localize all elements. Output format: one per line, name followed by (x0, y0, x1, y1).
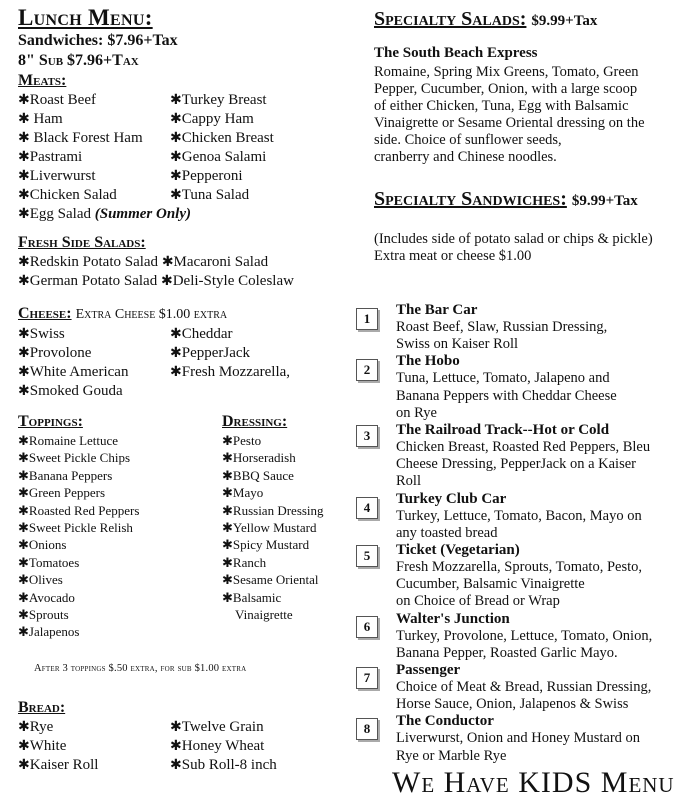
star-icon: ✱ (18, 112, 30, 127)
star-icon: ✱ (18, 572, 29, 588)
list-item: ✱Pepperoni (170, 168, 243, 184)
star-icon: ✱ (222, 450, 233, 466)
side-salads-list (18, 253, 348, 291)
list-item: ✱Tuna Salad (170, 187, 250, 203)
list-item: ✱Twelve Grain (170, 718, 264, 735)
star-icon: ✱ (222, 589, 233, 605)
list-item: ✱Roasted Red Peppers (18, 502, 140, 518)
star-icon: ✱ (18, 520, 29, 536)
star-icon: ✱ (222, 467, 233, 483)
toppings-section (18, 412, 222, 641)
bread-list (18, 718, 348, 775)
number-badge: 8 (356, 718, 378, 740)
star-icon: ✱ (18, 467, 29, 483)
cheese-left (18, 325, 170, 401)
star-icon: ✱ (18, 93, 30, 108)
list-item: ✱Chicken Salad (18, 187, 117, 203)
star-icon: ✱ (18, 624, 29, 640)
star-icon: ✱ (18, 207, 30, 222)
star-icon: ✱ (18, 450, 29, 466)
list-item: ✱Provolone (18, 345, 92, 361)
star-icon: ✱ (18, 738, 30, 754)
star-icon: ✱ (222, 502, 233, 518)
salad-description: Romaine, Spring Mix Greens, Tomato, Green Pepper, Cucumber, Onion, with a large scoop of either Chicken, Tuna, Egg with Balsamic Vinaigrette or Sesame Oriental dressing on the side. Choice of sunflower seeds, cranberry and Chinese noodles. (374, 64, 645, 165)
star-icon: ✱ (222, 520, 233, 536)
extra-cheese-note: Extra Cheese $1.00 extra (75, 307, 228, 322)
list-item: ✱BBQ Sauce (222, 467, 294, 483)
side-salads-heading: Fresh Side Salads: (18, 234, 146, 251)
star-icon: ✱ (18, 365, 30, 380)
sandwich-list (363, 302, 700, 765)
star-icon: ✱ (170, 131, 182, 146)
list-item: ✱Pastrami (18, 149, 83, 165)
star-icon: ✱ (18, 719, 30, 735)
star-icon: ✱ (160, 274, 173, 289)
star-icon: ✱ (170, 188, 182, 203)
list-item: ✱Ranch (222, 554, 267, 570)
bread-heading: Bread: (18, 698, 66, 716)
number-badge: 6 (356, 616, 378, 638)
star-icon: ✱ (170, 327, 182, 342)
star-icon: ✱ (18, 255, 30, 270)
salad-price: $9.99+Tax (531, 13, 598, 29)
lunch-menu-title: Lunch Menu: (18, 5, 153, 30)
star-icon: ✱ (170, 93, 182, 108)
list-item: ✱Spicy Mustard (222, 537, 310, 553)
list-item: ✱Cappy Ham (170, 111, 254, 127)
star-icon: ✱ (170, 169, 182, 184)
star-icon: ✱ (18, 433, 29, 448)
meats-heading: Meats: (18, 72, 67, 89)
left-column (18, 0, 348, 775)
number-badge: 2 (356, 359, 378, 381)
salad-name: The South Beach Express (374, 45, 538, 61)
star-icon: ✱ (222, 433, 233, 448)
star-icon: ✱ (161, 255, 174, 270)
list-item: 8 The Conductor Liverwurst, Onion and Honey Mustard on Rye or Marble Rye (374, 713, 700, 764)
star-icon: ✱ (18, 554, 29, 570)
dressing-list (222, 432, 348, 623)
list-item: ✱Sprouts (18, 607, 69, 623)
list-item: ✱Green Peppers (18, 485, 106, 501)
list-item: ✱Roast Beef (18, 92, 96, 108)
sub-price: 8" Sub $7.96+Tax (18, 52, 139, 69)
list-item: ✱Yellow Mustard (222, 520, 317, 536)
list-item: ✱Onions (18, 537, 67, 553)
cheese-header (18, 304, 348, 325)
list-item: 7 Passenger Choice of Meat & Bread, Russian Dressing, Horse Sauce, Onion, Jalapenos & Swiss (374, 662, 700, 713)
list-item: ✱Horseradish (222, 450, 296, 466)
list-item: ✱Rye (18, 718, 54, 735)
kids-menu-teaser: We Have KIDS Menu (392, 768, 675, 798)
toppings-list (18, 432, 222, 641)
list-item: ✱ Black Forest Ham (18, 130, 143, 146)
number-badge: 1 (356, 308, 378, 330)
right-column (363, 0, 700, 765)
list-item: ✱Swiss (18, 326, 65, 342)
list-item: ✱Russian Dressing (222, 502, 324, 518)
dressing-section (222, 412, 348, 641)
list-item-continued: Vinaigrette (235, 607, 293, 623)
star-icon: ✱ (222, 537, 233, 553)
sandwich-special-price: $9.99+Tax (571, 193, 638, 209)
list-item: ✱Pesto (222, 433, 262, 448)
star-icon: ✱ (18, 607, 29, 623)
list-item: ✱Jalapenos (18, 624, 80, 640)
list-item: ✱Kaiser Roll (18, 756, 99, 773)
list-item: ✱Avocado (18, 589, 75, 605)
sandwich-includes: (Includes side of potato salad or chips & pickle) (374, 231, 653, 247)
sandwich-price: Sandwiches: $7.96+Tax (18, 32, 178, 49)
star-icon: ✱ (222, 485, 233, 501)
meats-left (18, 91, 170, 205)
list-item: ✱Sesame Oriental (222, 572, 319, 588)
star-icon: ✱ (18, 131, 30, 146)
number-badge: 5 (356, 545, 378, 567)
list-item: ✱Tomatoes (18, 554, 80, 570)
toppings-dressing-block (18, 412, 348, 641)
star-icon: ✱ (170, 150, 182, 165)
list-item: ✱Fresh Mozzarella, (170, 364, 291, 380)
list-item: ✱Liverwurst (18, 168, 96, 184)
list-item: ✱Redskin Potato Salad ✱Macaroni Salad (18, 254, 269, 270)
star-icon: ✱ (18, 188, 30, 203)
list-item: ✱Mayo (222, 485, 264, 501)
list-item: ✱Romaine Lettuce (18, 433, 119, 448)
list-item: 3 The Railroad Track--Hot or Cold Chicken Breast, Roasted Red Peppers, Bleu Cheese Dressing, PepperJack on a Kaiser Roll (374, 422, 700, 491)
list-item: ✱Cheddar (170, 326, 233, 342)
cheese-list (18, 325, 348, 401)
star-icon: ✱ (170, 346, 182, 361)
list-item: ✱Olives (18, 572, 63, 588)
list-item: ✱Turkey Breast (170, 92, 267, 108)
bread-right (170, 718, 348, 775)
star-icon: ✱ (222, 554, 233, 570)
cheese-heading: Cheese: (18, 305, 72, 322)
star-icon: ✱ (170, 365, 182, 380)
cheese-right (170, 325, 348, 401)
star-icon: ✱ (170, 112, 182, 127)
meats-list (18, 91, 348, 205)
list-item: ✱Sweet Pickle Chips (18, 450, 131, 466)
list-item: ✱White American (18, 364, 129, 380)
list-item: 6 Walter's Junction Turkey, Provolone, Lettuce, Tomato, Onion, Banana Pepper, Roasted Garlic Mayo. (374, 611, 700, 662)
star-icon: ✱ (222, 572, 233, 588)
list-item: 1 The Bar Car Roast Beef, Slaw, Russian Dressing, Swiss on Kaiser Roll (374, 302, 700, 353)
star-icon: ✱ (18, 346, 30, 361)
star-icon: ✱ (170, 738, 182, 754)
list-item: ✱Chicken Breast (170, 130, 274, 146)
number-badge: 4 (356, 497, 378, 519)
star-icon: ✱ (18, 169, 30, 184)
number-badge: 3 (356, 425, 378, 447)
star-icon: ✱ (18, 502, 29, 518)
dressing-heading: Dressing: (222, 413, 288, 430)
specialty-sandwiches-heading: Specialty Sandwiches: $9.99+Tax (374, 188, 638, 210)
list-item: ✱PepperJack (170, 345, 251, 361)
list-item: ✱White (18, 737, 67, 754)
star-icon: ✱ (18, 537, 29, 553)
star-icon: ✱ (170, 757, 182, 773)
star-icon: ✱ (18, 589, 29, 605)
star-icon: ✱ (18, 274, 30, 289)
list-item: ✱Sweet Pickle Relish (18, 520, 133, 536)
meats-right (170, 91, 348, 205)
specialty-salads-heading: Specialty Salads: $9.99+Tax (374, 8, 598, 30)
sandwich-extra: Extra meat or cheese $1.00 (374, 248, 532, 264)
number-badge: 7 (356, 667, 378, 689)
list-item: ✱Honey Wheat (170, 737, 265, 754)
toppings-extra-note: After 3 toppings $.50 extra, for sub $1.00 extra (34, 662, 247, 674)
list-item: ✱ Ham (18, 111, 63, 127)
star-icon: ✱ (18, 485, 29, 501)
list-item: ✱Banana Peppers (18, 467, 113, 483)
list-item: ✱Smoked Gouda (18, 383, 123, 399)
list-item: ✱Balsamic (222, 589, 282, 605)
list-item: 4 Turkey Club Car Turkey, Lettuce, Tomato, Bacon, Mayo on any toasted bread (374, 491, 700, 542)
list-item: ✱German Potato Salad ✱Deli-Style Coleslaw (18, 273, 294, 289)
star-icon: ✱ (170, 719, 182, 735)
bread-left (18, 718, 170, 775)
egg-salad-item: ✱Egg Salad (Summer Only) (18, 206, 191, 222)
star-icon: ✱ (18, 327, 30, 342)
list-item: ✱Genoa Salami (170, 149, 267, 165)
star-icon: ✱ (18, 384, 30, 399)
star-icon: ✱ (18, 757, 30, 773)
toppings-heading: Toppings: (18, 413, 83, 430)
list-item: ✱Sub Roll-8 inch (170, 756, 277, 773)
list-item: 5 Ticket (Vegetarian) Fresh Mozzarella, Sprouts, Tomato, Pesto, Cucumber, Balsamic Vinaigrette on Choice of Bread or Wrap (374, 542, 700, 611)
list-item: 2 The Hobo Tuna, Lettuce, Tomato, Jalapeno and Banana Peppers with Cheddar Cheese on Rye (374, 353, 700, 422)
star-icon: ✱ (18, 150, 30, 165)
